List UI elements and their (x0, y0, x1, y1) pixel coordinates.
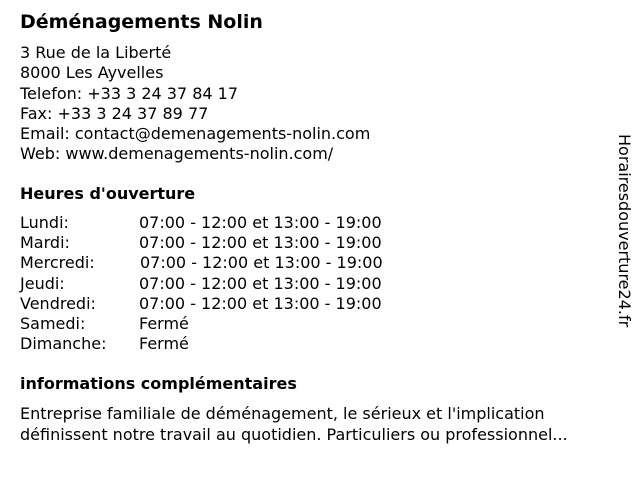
hours-time: 07:00 - 12:00 et 13:00 - 19:00 (140, 253, 383, 273)
hours-day: Dimanche: (20, 334, 107, 354)
description-line-2: définissent notre travail au quotidien. Particuliers ou professionnel... (20, 425, 568, 444)
fax-number: Fax: +33 3 24 37 89 77 (20, 103, 209, 123)
hours-day: Samedi: (20, 313, 86, 333)
business-name: Déménagements Nolin (20, 11, 263, 33)
email-address: Email: contact@demenagements-nolin.com (20, 124, 371, 144)
hours-time: Fermé (139, 334, 189, 354)
hours-time: Fermé (139, 313, 189, 333)
site-watermark: Horairesdouverture24.fr (615, 134, 634, 328)
hours-day: Mercredi: (20, 253, 95, 273)
address-street: 3 Rue de la Liberté (20, 43, 172, 62)
hours-time: 07:00 - 12:00 et 13:00 - 19:00 (139, 293, 382, 313)
hours-row (20, 233, 440, 253)
hours-row (20, 213, 440, 233)
info-heading: informations complémentaires (20, 374, 297, 393)
website-url: Web: www.demenagements-nolin.com/ (20, 144, 334, 164)
opening-hours-table (20, 213, 440, 354)
hours-day: Vendredi: (20, 293, 96, 313)
address-city: 8000 Les Ayvelles (20, 63, 164, 83)
hours-row (20, 274, 440, 294)
description (20, 403, 630, 445)
hours-row (20, 294, 440, 314)
hours-time: 07:00 - 12:00 et 13:00 - 19:00 (139, 273, 382, 293)
hours-day: Jeudi: (20, 273, 65, 293)
description-line-1: Entreprise familiale de déménagement, le sérieux et l'implication (20, 404, 545, 423)
hours-day: Lundi: (20, 213, 69, 232)
hours-row (20, 314, 440, 334)
hours-heading: Heures d'ouverture (20, 184, 196, 203)
hours-day: Mardi: (20, 233, 70, 253)
phone-number: Telefon: +33 3 24 37 84 17 (20, 83, 239, 103)
hours-time: 07:00 - 12:00 et 13:00 - 19:00 (139, 233, 382, 253)
hours-time: 07:00 - 12:00 et 13:00 - 19:00 (139, 213, 382, 232)
hours-row (20, 253, 440, 273)
hours-row (20, 334, 440, 354)
contact-block (20, 43, 370, 165)
